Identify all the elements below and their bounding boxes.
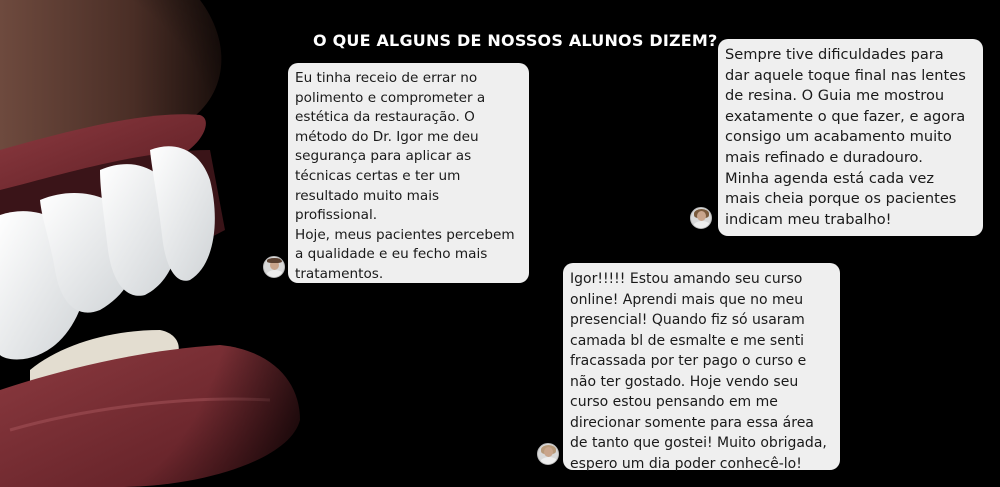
- testimonial-bubble-3: Igor!!!!! Estou amando seu curso online! Aprendi mais que no meu presencial! Quando fiz só usaram camada bl de esmalte e me senti fracassada por ter pago o curso e não ter gostado. Hoje vendo seu curso estou pensando em me direcionar somente para essa área de tanto que gostei! Muito obrigada, espero um dia poder conhecê-lo!: [563, 263, 840, 470]
- avatar-woman-icon: [690, 207, 712, 229]
- testimonial-bubble-1: Eu tinha receio de errar no polimento e comprometer a estética da restauração. O método do Dr. Igor me deu segurança para aplicar as técnicas certas e ter um resultado muito mais profissional. Hoje, meus pacientes percebem a qualidade e eu fecho mais tratamentos.: [288, 63, 529, 283]
- avatar-woman-icon: [537, 443, 559, 465]
- testimonial-bubble-2: Sempre tive dificuldades para dar aquele toque final nas lentes de resina. O Guia me mostrou exatamente o que fazer, e agora consigo um acabamento muito mais refinado e duradouro. Minha agenda está cada vez mais cheia porque os pacientes indicam meu trabalho!: [718, 39, 983, 236]
- avatar-man-icon: [263, 256, 285, 278]
- section-title: O QUE ALGUNS DE NOSSOS ALUNOS DIZEM?: [313, 31, 718, 50]
- smile-teeth-image: [0, 0, 320, 487]
